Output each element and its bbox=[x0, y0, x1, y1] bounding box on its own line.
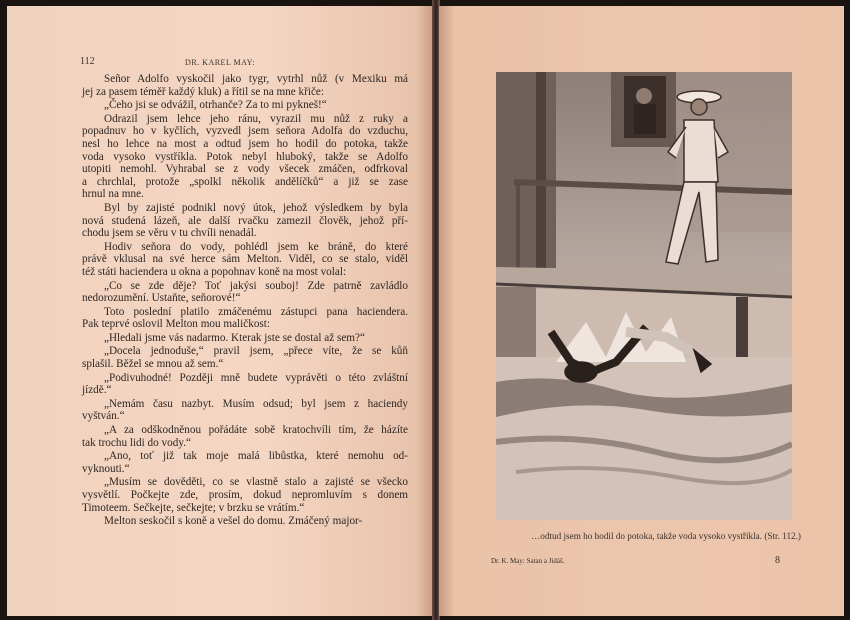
text-line: vysvětlí. Počkejte zde, prosím, dokud nepromluvím s donem bbox=[82, 489, 408, 501]
text-line: Pak teprvé oslovil Melton mou maličkost: bbox=[82, 318, 270, 331]
paragraph bbox=[82, 332, 408, 345]
text-line: právě vklusal na své herce sám Melton. Viděl, co se stalo, viděl bbox=[82, 253, 408, 266]
illustration bbox=[496, 72, 792, 520]
text-line: Byl by zajisté podnikl nový útok, jehož výsledkem by byla bbox=[104, 201, 408, 214]
text-line: Señor Adolfo vyskočil jako tygr, vytrhl nůž (v Mexiku má bbox=[104, 73, 408, 85]
right-page bbox=[439, 6, 844, 616]
paragraph bbox=[82, 73, 408, 98]
text-line: voda vysoko vystříkla. Potok nebyl hluboký, takže se Adolfo bbox=[82, 150, 408, 163]
text-line: chodu jsem se věru v tu chvíli nenadál. bbox=[82, 227, 257, 240]
paragraph bbox=[82, 241, 408, 279]
text-line: jej za pasem téměř každý kluk) a řítil se na mne křiče: bbox=[82, 85, 324, 98]
body-text bbox=[82, 72, 408, 528]
paragraph bbox=[82, 113, 408, 201]
text-line: Toto poslední platilo zmáčenému zástupci pana haciendera. bbox=[104, 305, 408, 318]
text-line: též státi haciendera u okna a popohnav koně na most volal: bbox=[82, 265, 347, 278]
page-number: 112 bbox=[80, 56, 95, 67]
paragraph bbox=[82, 202, 408, 240]
paragraph bbox=[82, 450, 408, 475]
text-line: „A za odškodněnou pořádáte sobě kratochvíli tím, že házíte bbox=[104, 424, 408, 437]
text-line: „Podivuhodné! Později mně budete vyprávěti o této zvláštní bbox=[104, 371, 408, 384]
paragraph bbox=[82, 424, 408, 449]
text-line: „Ano, toť již tak moje malá libůstka, které nemohu od- bbox=[104, 450, 408, 463]
text-line: a chrchlal, protože „spolkl několik andělíčků“ a již se zase bbox=[82, 175, 408, 188]
text-line: vyštván.“ bbox=[82, 410, 125, 423]
text-line: utopiti nemohl. Vyhrabal se z vody všecek zmáčen, odfrkoval bbox=[82, 163, 408, 176]
text-line: tak trochu lidi do vody.“ bbox=[82, 436, 191, 449]
text-line: nesl ho lehce na most a odtud jsem ho hodil do potoka, takže bbox=[82, 137, 408, 150]
paragraph bbox=[82, 476, 408, 514]
text-line: „Hledali jsme vás nadarmo. Kterak jste se dostal až sem?“ bbox=[104, 331, 365, 344]
text-line: Odrazil jsem lehce jeho ránu, vyrazil mu nůž z ruky a bbox=[104, 112, 408, 125]
left-page bbox=[7, 6, 433, 616]
footer-title: Dr. K. May: Satan a Jidáš. bbox=[491, 557, 565, 565]
text-line: „Nemám času nazbyt. Musím odsud; byl jsem z haciendy bbox=[104, 397, 408, 410]
paragraph bbox=[82, 99, 408, 112]
text-line: popadnuv ho v kyčlích, vyzvedl jsem seňora Adolfa do vzduchu, bbox=[82, 125, 408, 138]
paragraph bbox=[82, 372, 408, 397]
paragraph bbox=[82, 306, 408, 331]
text-line: splašil. Běžel se mnou až sem.“ bbox=[82, 358, 224, 371]
text-line: jízdě.“ bbox=[82, 384, 112, 397]
text-line: „Docela jednoduše,“ pravil jsem, „přece víte, že se kůň bbox=[104, 345, 408, 358]
paragraph bbox=[82, 398, 408, 423]
illustration-caption: …odtud jsem ho hodil do potoka, takže voda vysoko vystříkla. (Str. 112.) bbox=[531, 531, 801, 541]
text-line: hrnul na mne. bbox=[82, 188, 144, 201]
signature-mark: 8 bbox=[775, 555, 780, 566]
paragraph bbox=[82, 515, 408, 528]
text-line: „Čeho jsi se odvážil, otrhanče? Za to mi pykneš!“ bbox=[104, 99, 327, 112]
text-line: Melton seskočil s koně a vešel do domu. Zmáčený major- bbox=[104, 515, 363, 528]
text-line: Hodiv seňora do vody, pohlédl jsem ke bráně, do které bbox=[104, 240, 408, 253]
text-line: „Musím se dověděti, co se vlastně stalo a zajisté se všecko bbox=[104, 476, 408, 489]
paragraph bbox=[82, 345, 408, 370]
haciendero-head bbox=[636, 88, 652, 104]
text-line: „Co se zde děje? Toť jakýsi souboj! Zde patrně zavládlo bbox=[104, 279, 408, 292]
text-line: vyknouti.“ bbox=[82, 462, 130, 475]
paragraph bbox=[82, 280, 408, 305]
running-head: DR. KAREL MAY: bbox=[185, 58, 255, 67]
text-line: nedorozumění. Ustaňte, seňorové!“ bbox=[82, 292, 241, 305]
text-line: nová studená lázeň, ale další rvačku zamezil člověk, jehož pří- bbox=[82, 214, 408, 227]
text-line: Timoteem. Sečkejte, sečkejte; v brzku se vrátím.“ bbox=[82, 501, 305, 514]
